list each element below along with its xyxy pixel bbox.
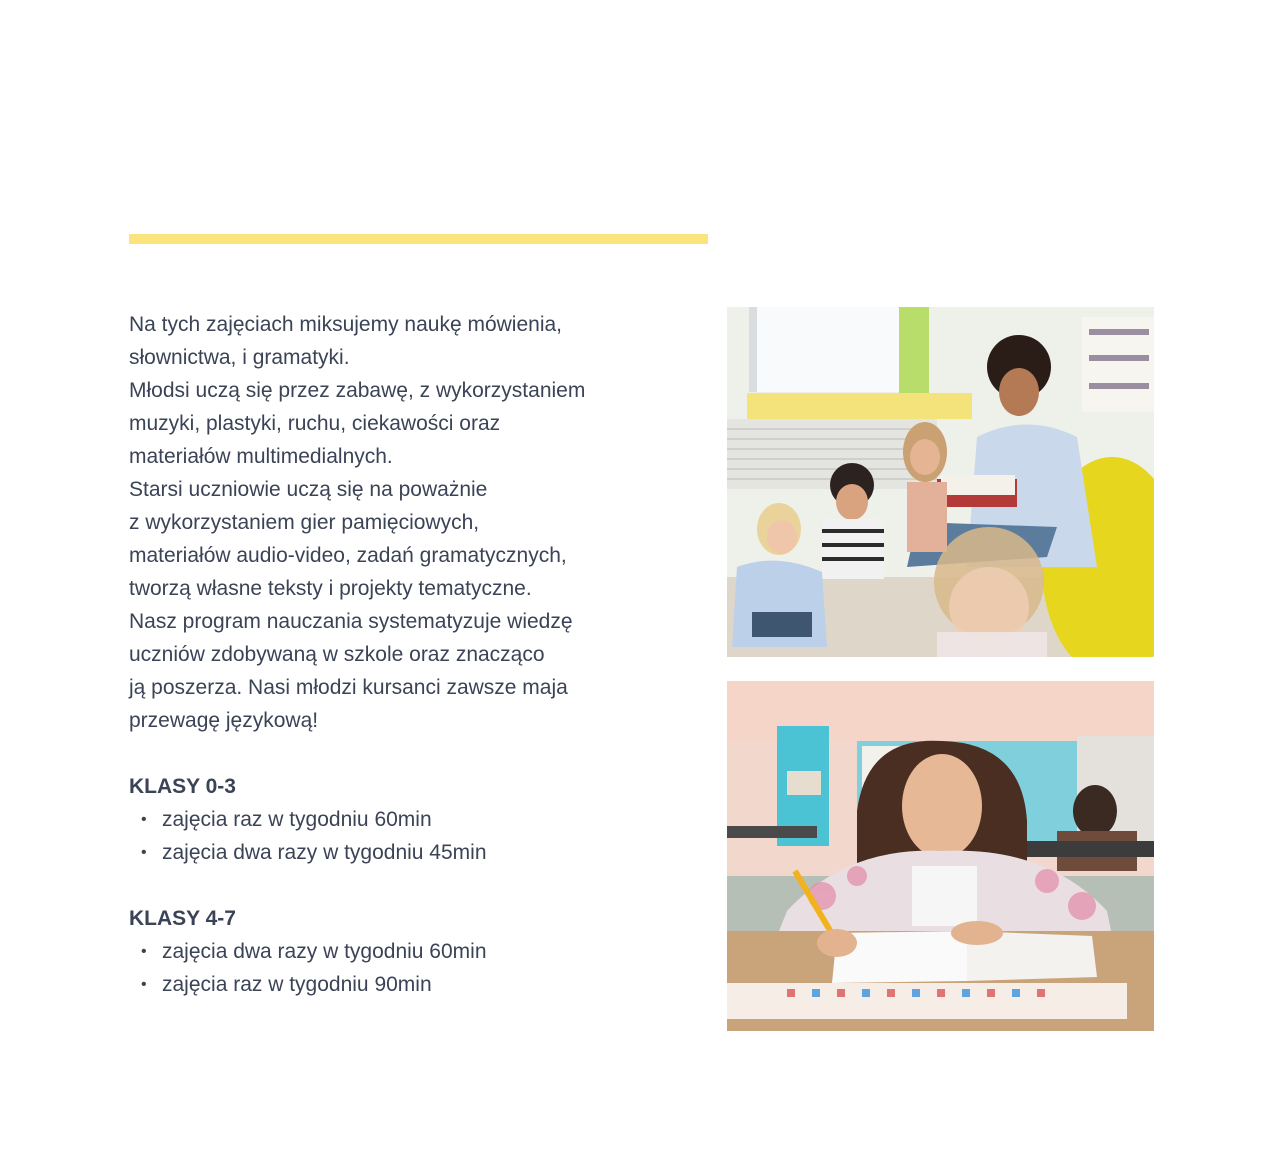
photo-teacher-reading-illustration — [727, 307, 1154, 657]
list-item-label: zajęcia raz w tygodniu 60min — [162, 808, 432, 831]
intro-paragraph — [129, 308, 689, 737]
list-item — [129, 968, 689, 1001]
list-item — [129, 803, 689, 836]
schedule-list — [129, 803, 689, 869]
photo-teacher-reading — [727, 307, 1154, 657]
intro-line: muzyki, plastyki, ruchu, ciekawości oraz — [129, 412, 501, 435]
list-item-label: zajęcia dwa razy w tygodniu 45min — [162, 841, 487, 864]
intro-line: Nasz program nauczania systematyzuje wiedzę — [129, 610, 573, 633]
intro-line: przewagę językową! — [129, 709, 319, 732]
group-klasy-0-3 — [129, 770, 689, 869]
intro-line: Młodsi uczą się przez zabawę, z wykorzystaniem — [129, 379, 586, 402]
intro-line: materiałów multimedialnych. — [129, 445, 393, 468]
photo-girl-writing — [727, 681, 1154, 1031]
intro-line: tworzą własne teksty i projekty tematyczne. — [129, 577, 532, 600]
bullet-icon: • — [141, 811, 147, 828]
accent-bar — [129, 234, 708, 244]
list-item-label: zajęcia dwa razy w tygodniu 60min — [162, 940, 487, 963]
list-item — [129, 935, 689, 968]
intro-line: uczniów zdobywaną w szkole oraz znacząco — [129, 643, 545, 666]
intro-line: ją poszerza. Nasi młodzi kursanci zawsze maja — [129, 676, 568, 699]
group-title: KLASY 4-7 — [129, 907, 236, 930]
list-item — [129, 836, 689, 869]
intro-line: materiałów audio-video, zadań gramatycznych, — [129, 544, 567, 567]
content-column — [129, 308, 689, 1001]
schedule-list — [129, 935, 689, 1001]
bullet-icon: • — [141, 976, 147, 993]
bullet-icon: • — [141, 844, 147, 861]
intro-line: Na tych zajęciach miksujemy naukę mówienia, — [129, 313, 563, 336]
intro-line: Starsi uczniowie uczą się na poważnie — [129, 478, 488, 501]
intro-line: z wykorzystaniem gier pamięciowych, — [129, 511, 480, 534]
group-title: KLASY 0-3 — [129, 775, 236, 798]
list-item-label: zajęcia raz w tygodniu 90min — [162, 973, 432, 996]
group-klasy-4-7 — [129, 902, 689, 1001]
intro-line: słownictwa, i gramatyki. — [129, 346, 350, 369]
bullet-icon: • — [141, 943, 147, 960]
photo-girl-writing-illustration — [727, 681, 1154, 1031]
